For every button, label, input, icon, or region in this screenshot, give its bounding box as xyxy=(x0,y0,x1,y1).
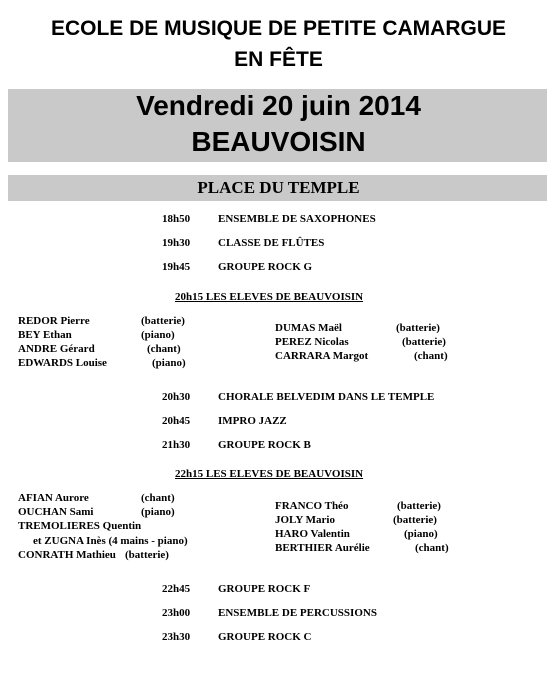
schedule-act: GROUPE ROCK G xyxy=(218,261,313,273)
schedule-act: CHORALE BELVEDIM DANS LE TEMPLE xyxy=(218,391,435,403)
student-name: ANDRE Gérard xyxy=(18,343,95,355)
student-instrument: (piano) xyxy=(404,528,438,540)
student-instrument: (chant) xyxy=(414,350,448,362)
event-date: Vendredi 20 juin 2014 xyxy=(136,90,421,121)
student-instrument: (chant) xyxy=(141,492,175,504)
schedule-act: GROUPE ROCK B xyxy=(218,439,311,451)
schedule-act: CLASSE DE FLÛTES xyxy=(218,237,325,249)
student-instrument: (batterie) xyxy=(125,549,169,561)
student-name: EDWARDS Louise xyxy=(18,357,107,369)
student-instrument: (piano) xyxy=(152,357,186,369)
student-instrument: (piano) xyxy=(141,329,175,341)
student-name: REDOR Pierre xyxy=(18,315,90,327)
student-instrument: (batterie) xyxy=(393,514,437,526)
student-name: OUCHAN Sami xyxy=(18,506,94,518)
student-instrument: (batterie) xyxy=(397,500,441,512)
event-place: PLACE DU TEMPLE xyxy=(197,178,360,197)
student-name: HARO Valentin xyxy=(275,528,350,540)
poster-title-line1: ECOLE DE MUSIQUE DE PETITE CAMARGUE xyxy=(50,17,507,40)
poster-title-line2: EN FÊTE xyxy=(234,48,323,71)
student-name: CARRARA Margot xyxy=(275,350,369,362)
section-heading: 22h15 LES ELEVES DE BEAUVOISIN xyxy=(175,468,364,480)
schedule-act: GROUPE ROCK C xyxy=(218,631,312,643)
schedule-time: 20h30 xyxy=(162,391,191,403)
event-town: BEAUVOISIN xyxy=(191,126,366,157)
schedule-act: IMPRO JAZZ xyxy=(218,415,287,427)
student-name: BERTHIER Aurélie xyxy=(275,542,370,554)
student-name: AFIAN Aurore xyxy=(18,492,89,504)
student-instrument: (batterie) xyxy=(402,336,446,348)
student-name: PEREZ Nicolas xyxy=(275,336,349,348)
student-instrument: (piano) xyxy=(141,506,175,518)
schedule-act: ENSEMBLE DE SAXOPHONES xyxy=(218,213,376,225)
schedule-act: GROUPE ROCK F xyxy=(218,583,311,595)
student-instrument: (batterie) xyxy=(396,322,440,334)
student-instrument: (batterie) xyxy=(141,315,185,327)
student-name: BEY Ethan xyxy=(18,329,72,341)
student-name: JOLY Mario xyxy=(275,514,335,526)
schedule-time: 19h45 xyxy=(162,261,191,273)
schedule-time: 23h30 xyxy=(162,631,191,643)
student-instrument: (chant) xyxy=(415,542,449,554)
schedule-time: 22h45 xyxy=(162,583,191,595)
student-name: TREMOLIERES Quentin xyxy=(18,520,142,532)
schedule-time: 23h00 xyxy=(162,607,191,619)
student-name: CONRATH Mathieu xyxy=(18,549,116,561)
schedule-time: 20h45 xyxy=(162,415,191,427)
schedule-time: 21h30 xyxy=(162,439,191,451)
schedule-time: 18h50 xyxy=(162,213,191,225)
student-name: DUMAS Maël xyxy=(275,322,342,334)
schedule-act: ENSEMBLE DE PERCUSSIONS xyxy=(218,607,377,619)
schedule-time: 19h30 xyxy=(162,237,191,249)
section-heading: 20h15 LES ELEVES DE BEAUVOISIN xyxy=(175,291,364,303)
student-name: et ZUGNA Inès (4 mains - piano) xyxy=(33,535,188,547)
student-name: FRANCO Théo xyxy=(275,500,349,512)
student-instrument: (chant) xyxy=(147,343,181,355)
